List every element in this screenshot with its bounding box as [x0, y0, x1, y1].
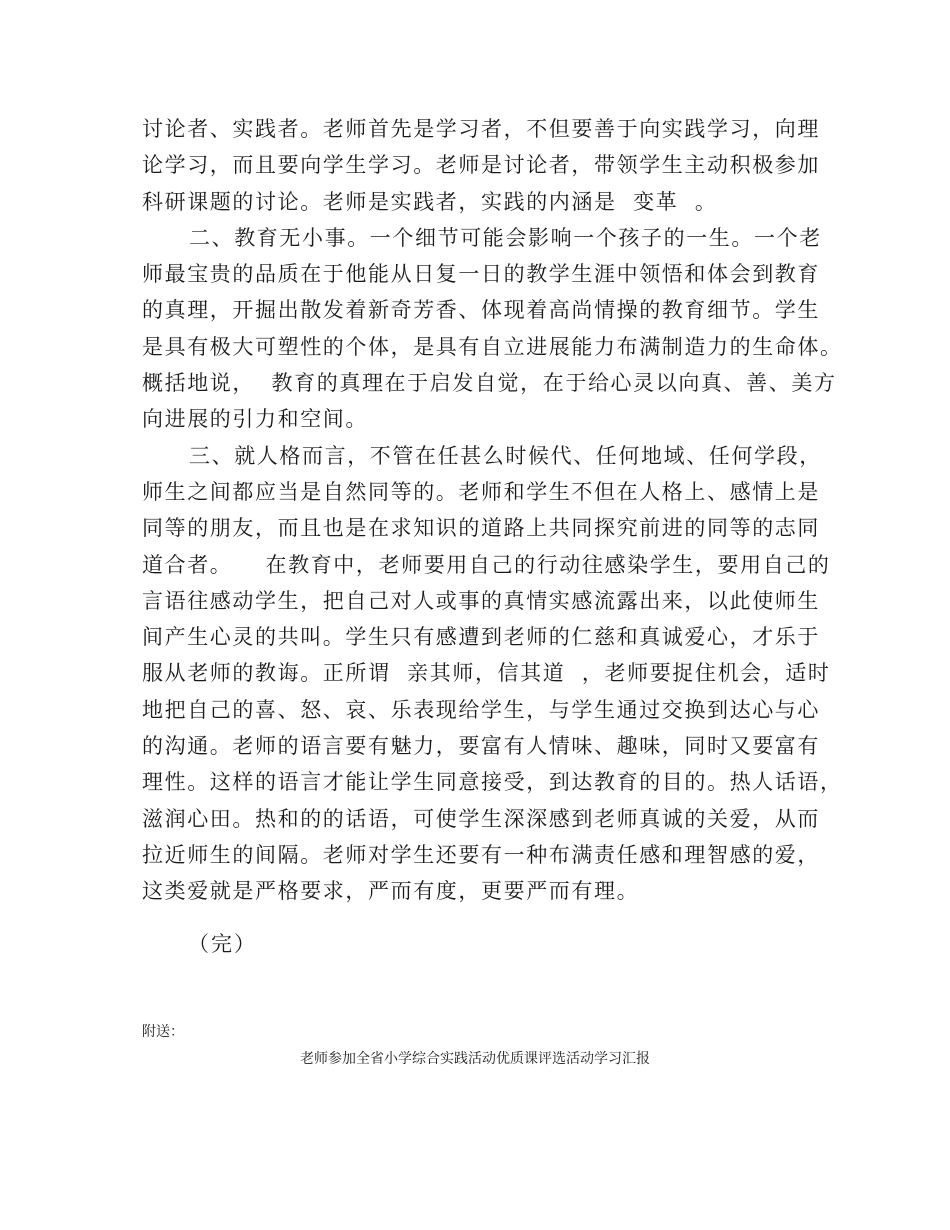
text-line: 概括地说， 教育的真理在于启发自觉，在于给心灵以向真、善、美方	[142, 371, 837, 396]
text-line: 道合者。 在教育中，老师要用自己的行动往感染学生，要用自己的	[142, 552, 831, 577]
text-line: 同等的朋友，而且也是在求知识的道路上共同探究前进的同等的志同	[142, 516, 820, 541]
appendix-title: 老师参加全省小学综合实践活动优质课评选活动学习汇报	[300, 1051, 650, 1067]
text-line: 是具有极大可塑性的个体，是具有自立进展能力布满制造力的生命体。	[142, 334, 843, 359]
text-line: 讨论者、实践者。老师首先是学习者，不但要善于向实践学习，向理	[142, 117, 820, 141]
appendix-label: 附送：	[142, 1024, 184, 1040]
body-text	[142, 111, 843, 910]
paragraph-3-start-line: 三、就人格而言，不管在任甚么时候代、任何地域、任何学段，	[189, 443, 822, 468]
text-line: 这类爱就是严格要求，严而有度，更要严而有理。	[142, 879, 640, 904]
text-line: 师最宝贵的品质在于他能从日复一日的教学生涯中领悟和体会到教育	[142, 262, 820, 287]
text-line: 滋润心田。热和的的话语，可使学生深深感到老师真诚的关爱，从而	[142, 806, 820, 831]
text-line: 论学习，而且要向学生学习。老师是讨论者，带领学生主动积极参加	[142, 153, 820, 178]
text-line: 服从老师的教诲。正所谓 亲其师，信其道 ，老师要捉住机会，适时	[142, 661, 831, 686]
text-line: 理性。这样的语言才能让学生同意接受，到达教育的目的。热人话语，	[142, 770, 843, 795]
text-line: 拉近师生的间隔。老师对学生还要有一种布满责任感和理智感的爱，	[142, 842, 820, 867]
text-line: 的沟通。老师的语言要有魅力，要富有人情味、趣味，同时又要富有	[142, 734, 820, 759]
text-line: 向进展的引力和空间。	[142, 407, 368, 432]
text-line: 的真理，开掘出散发着新奇芳香、体现着高尚情操的教育细节。学生	[142, 298, 820, 323]
end-mark: （完）	[188, 932, 257, 956]
text-line: 地把自己的喜、怒、哀、乐表现给学生，与学生通过交换到达心与心	[142, 697, 820, 722]
text-line: 师生之间都应当是自然同等的。老师和学生不但在人格上、感情上是	[142, 479, 820, 504]
text-line: 科研课题的讨论。老师是实践者，实践的内涵是 变革 。	[142, 189, 718, 214]
text-line: 言语往感动学生，把自己对人或事的真情实感流露出来，以此使师生	[142, 588, 820, 613]
text-line: 间产生心灵的共叫。学生只有感遭到老师的仁慈和真诚爱心，才乐于	[142, 625, 820, 650]
paragraph-2-start-line: 二、教育无小事。一个细节可能会影响一个孩子的一生。一个老	[189, 225, 822, 250]
